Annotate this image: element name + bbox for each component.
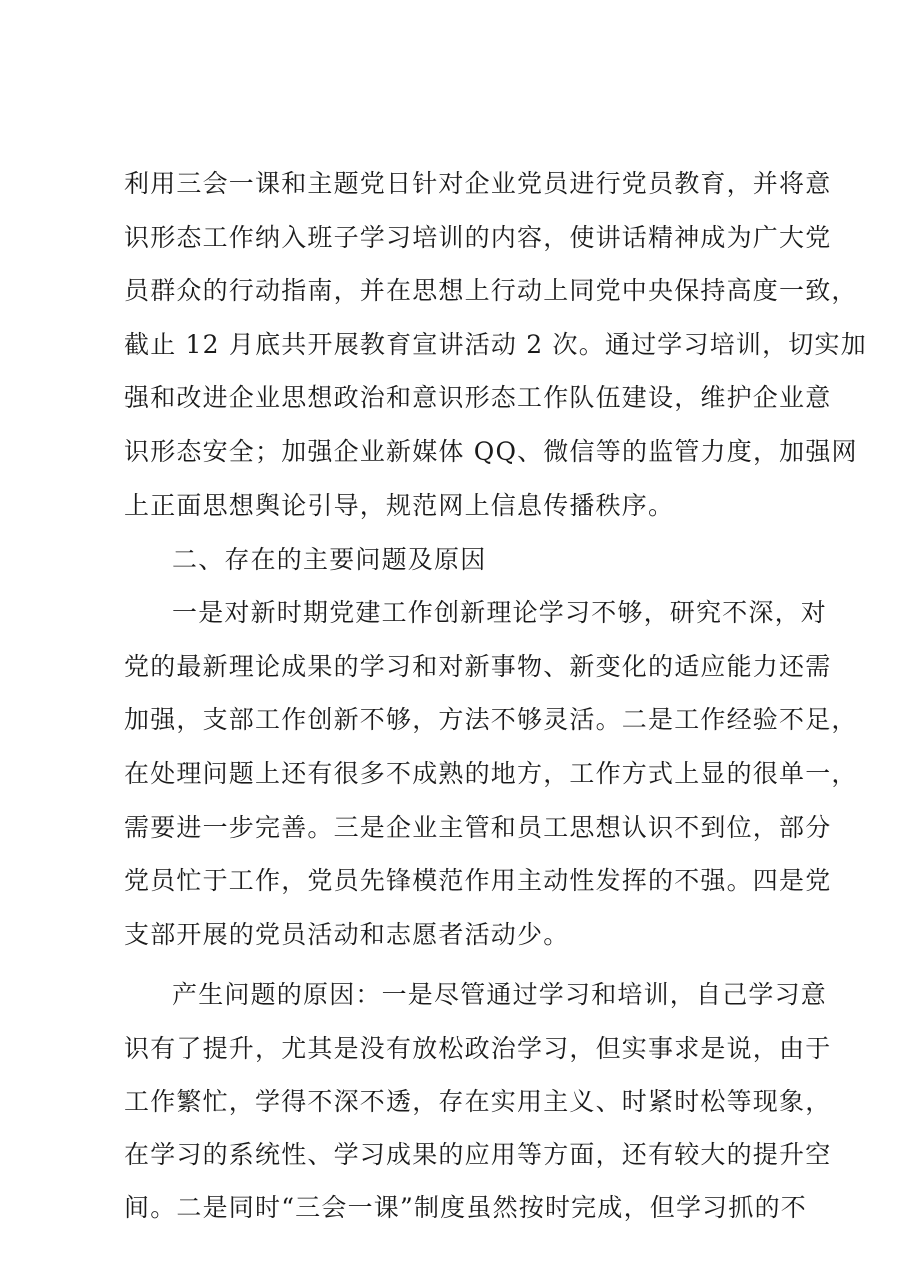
text-line: 产生问题的原因：一是尽管通过学习和培训，自己学习意 xyxy=(172,980,828,1009)
text-line: 党的最新理论成果的学习和对新事物、新变化的适应能力还需 xyxy=(124,652,832,681)
section-heading: 二、存在的主要问题及原因 xyxy=(172,545,487,574)
text-line: 截止 12 月底共开展教育宣讲活动 2 次。通过学习培训，切实加 xyxy=(124,330,867,359)
text-line: 间。二是同时“三会一课”制度虽然按时完成，但学习抓的不 xyxy=(124,1193,807,1222)
text-line: 上正面思想舆论引导，规范网上信息传播秩序。 xyxy=(124,491,675,520)
text-line: 一是对新时期党建工作创新理论学习不够，研究不深，对 xyxy=(172,598,828,627)
text-line: 识有了提升，尤其是没有放松政治学习，但实事求是说，由于 xyxy=(124,1034,832,1063)
text-line: 加强，支部工作创新不够，方法不够灵活。二是工作经验不足， xyxy=(124,705,858,734)
text-line: 员群众的行动指南，并在思想上行动上同党中央保持高度一致， xyxy=(124,276,858,305)
text-line: 识形态工作纳入班子学习培训的内容，使讲话精神成为广大党 xyxy=(124,223,832,252)
text-line: 强和改进企业思想政治和意识形态工作队伍建设，维护企业意 xyxy=(124,383,832,412)
text-line: 需要进一步完善。三是企业主管和员工思想认识不到位，部分 xyxy=(124,813,832,842)
text-line: 支部开展的党员活动和志愿者活动少。 xyxy=(124,920,570,949)
text-line: 利用三会一课和主题党日针对企业党员进行党员教育，并将意 xyxy=(124,169,832,198)
text-line: 在处理问题上还有很多不成熟的地方，工作方式上显的很单一， xyxy=(124,759,858,788)
text-line: 工作繁忙，学得不深不透，存在实用主义、时紧时松等现象， xyxy=(124,1087,832,1116)
text-line: 党员忙于工作，党员先锋模范作用主动性发挥的不强。四是党 xyxy=(124,866,832,895)
text-line: 在学习的系统性、学习成果的应用等方面，还有较大的提升空 xyxy=(124,1140,832,1169)
text-line: 识形态安全；加强企业新媒体 QQ、微信等的监管力度，加强网 xyxy=(124,437,858,466)
